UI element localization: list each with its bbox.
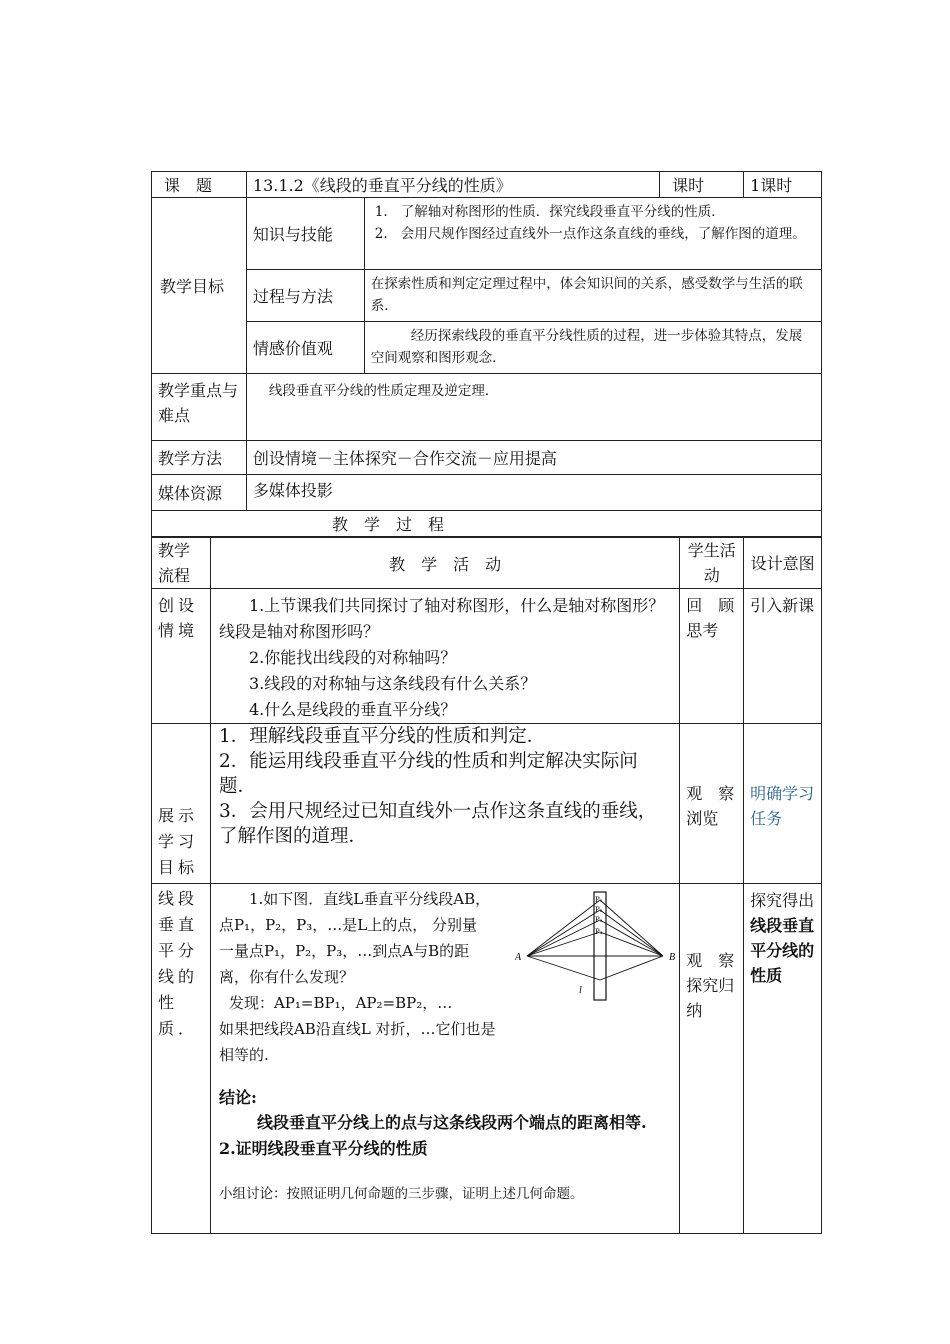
row1-activity: [210, 589, 679, 724]
row3-found: 发现：AP₁=BP₁，AP₂=BP₂，…: [228, 994, 453, 1012]
row3-student: 观 察探究归纳: [680, 884, 744, 1234]
row3-activity: [210, 884, 679, 1234]
fig-p1: P₁: [594, 896, 603, 904]
discussion-text: 小组讨论：按照证明几何命题的三步骤，证明上述几何命题。: [218, 1186, 584, 1202]
key-points-text: 线段垂直平分线的性质定理及逆定理．: [246, 374, 821, 441]
knowledge-item: 1. 了解轴对称图形的性质．探究线段垂直平分线的性质．: [374, 204, 725, 220]
knowledge-text: [364, 198, 821, 270]
row1-line: 3.线段的对称轴与这条线段有什么关系？: [248, 674, 537, 693]
row1-flow: 创设情境: [152, 589, 211, 724]
process-label: 过程与方法: [246, 270, 364, 322]
fig-p3: P₃: [594, 916, 603, 924]
period-value: 1课时: [744, 172, 822, 198]
col-flow: 教学流程: [152, 538, 211, 589]
fig-point-a: A: [514, 952, 522, 963]
fig-p2: P₂: [594, 906, 603, 914]
row1-line: 2.你能找出线段的对称轴吗？: [248, 648, 457, 667]
row2-student: 观 察浏览: [680, 724, 744, 884]
method-text: 创设情境－主体探究－合作交流－应用提高: [246, 441, 821, 475]
row3-fold: 如果把线段AB沿直线L 对折，…它们也是相等的.: [218, 1020, 496, 1064]
col-student: 学生活动: [680, 538, 744, 589]
fig-point-b: B: [668, 952, 676, 963]
emotion-text: 经历探索线段的垂直平分线性质的过程，进一步体验其特点，发展空间观察和图形观念．: [364, 322, 821, 374]
process-title: 教 学 过 程: [152, 511, 822, 537]
row1-design: 引入新课: [744, 589, 822, 724]
media-label: 媒体资源: [152, 475, 247, 511]
teaching-process-table: [151, 537, 822, 1234]
key-points-label: 教学重点与难点: [152, 374, 247, 441]
row1-line: 1.上节课我们共同探讨了轴对称图形，什么是轴对称图形？线段是轴对称图形吗？: [218, 596, 665, 641]
period-label: 课时: [660, 172, 744, 198]
conclusion-text: 线段垂直平分线上的点与这条线段两个端点的距离相等.: [256, 1113, 647, 1132]
media-text: 多媒体投影: [246, 475, 821, 511]
col-activity: 教 学 活 动: [210, 538, 679, 589]
row2-line: 1．理解线段垂直平分线的性质和判定．: [218, 726, 546, 747]
method-label: 教学方法: [152, 441, 247, 475]
row3-intro: 1.如下图．直线L垂直平分线段AB，点P₁，P₂，P₃，…是L上的点， 分别量一量点P₁，P₂，P₃，…到点A与B的距离，你有什么发现？: [218, 890, 491, 986]
col-design: 设计意图: [744, 538, 822, 589]
knowledge-item: 2. 会用尺规作图经过直线外一点作这条直线的垂线，了解作图的道理。: [374, 226, 806, 242]
process-text: 在探索性质和判定定理过程中，体会知识间的关系，感受数学与生活的联系．: [364, 270, 821, 322]
row1-student: 回 顾思考: [680, 589, 744, 724]
conclusion-label: 结论:: [218, 1088, 257, 1107]
fig-line-l: l: [578, 985, 582, 996]
row2-activity: [210, 724, 679, 884]
row2-line: 2．能运用线段垂直平分线的性质和判定解决实际问题．: [218, 751, 638, 797]
row3-flow: 线段垂直平分线的性质．: [152, 884, 211, 1234]
lesson-info-table: [151, 171, 822, 537]
row2-design: 明确学习任务: [744, 724, 822, 884]
knowledge-label: 知识与技能: [246, 198, 364, 270]
proof-title: 2.证明线段垂直平分线的性质: [218, 1139, 428, 1158]
fig-p4: P₄: [594, 928, 603, 936]
goals-label: 教学目标: [152, 198, 247, 374]
topic-label: 课 题: [152, 172, 247, 198]
perpendicular-bisector-figure: [515, 888, 685, 1003]
row2-flow: 展示学习目标: [152, 724, 211, 884]
topic-value: 13.1.2《线段的垂直平分线的性质》: [246, 172, 659, 198]
row3-design: 探究得出线段垂直平分线的性质: [744, 884, 822, 1234]
row1-line: 4.什么是线段的垂直平分线？: [248, 700, 457, 719]
row2-line: 3．会用尺规经过已知直线外一点作这条直线的垂线，了解作图的道理．: [218, 801, 657, 847]
emotion-label: 情感价值观: [246, 322, 364, 374]
